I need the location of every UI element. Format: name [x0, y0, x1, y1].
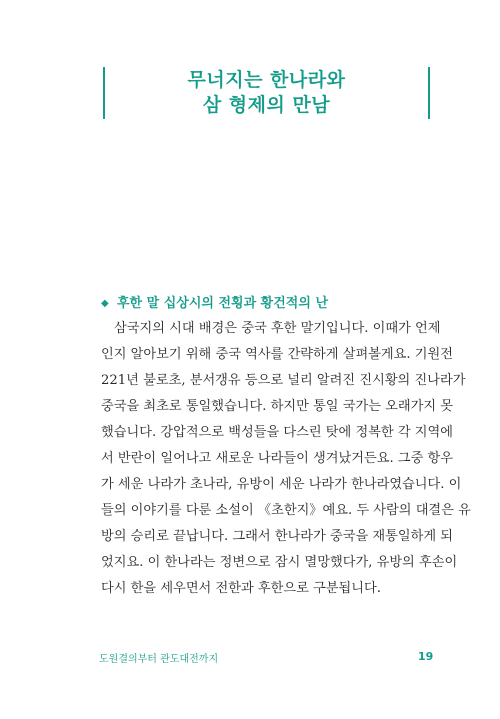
- section-heading-text: 후한 말 십상시의 전횡과 황건적의 난: [117, 296, 328, 311]
- section-heading: [101, 292, 431, 311]
- body-line: 했습니다. 강압적으로 백성들을 다스린 탓에 정복한 각 지역에: [101, 425, 454, 440]
- body-line: 다시 한을 세우면서 전한과 후한으로 구분됩니다.: [101, 581, 381, 596]
- chapter-title: [105, 68, 428, 118]
- chapter-title-line-2: 삼 형제의 만남: [202, 94, 331, 116]
- body-line: 었지요. 이 한나라는 정변으로 잠시 멸망했다가, 유방의 후손이: [101, 555, 458, 570]
- body-paragraph: [101, 316, 471, 602]
- body-line: 인지 알아보기 위해 중국 역사를 간략하게 살펴볼게요. 기원전: [101, 347, 454, 362]
- body-line: 가 세운 나라가 초나라, 유방이 세운 나라가 한나라였습니다. 이: [101, 477, 462, 492]
- footer-book-title: 도원결의부터 관도대전까지: [99, 654, 219, 665]
- title-right-bar: [428, 67, 430, 119]
- diamond-bullet-icon: ◆: [101, 298, 109, 309]
- body-line: 방의 승리로 끝납니다. 그래서 한나라가 중국을 재통일하게 되: [101, 529, 454, 544]
- page-number: 19: [418, 650, 434, 663]
- body-line: 221년 불로초, 분서갱유 등으로 널리 알려진 진시황의 진나라가: [101, 373, 466, 388]
- body-line: 중국을 최초로 통일했습니다. 하지만 통일 국가는 오래가지 못: [101, 399, 454, 414]
- chapter-title-line-1: 무너지는 한나라와: [187, 69, 346, 91]
- body-line: 삼국지의 시대 배경은 중국 후한 말기입니다. 이때가 언제: [114, 321, 441, 336]
- body-line: 서 반란이 일어나고 새로운 나라들이 생겨났거든요. 그중 항우: [101, 451, 454, 466]
- body-line: 들의 이야기를 다룬 소설이 《초한지》예요. 두 사람의 대결은 유: [101, 503, 471, 518]
